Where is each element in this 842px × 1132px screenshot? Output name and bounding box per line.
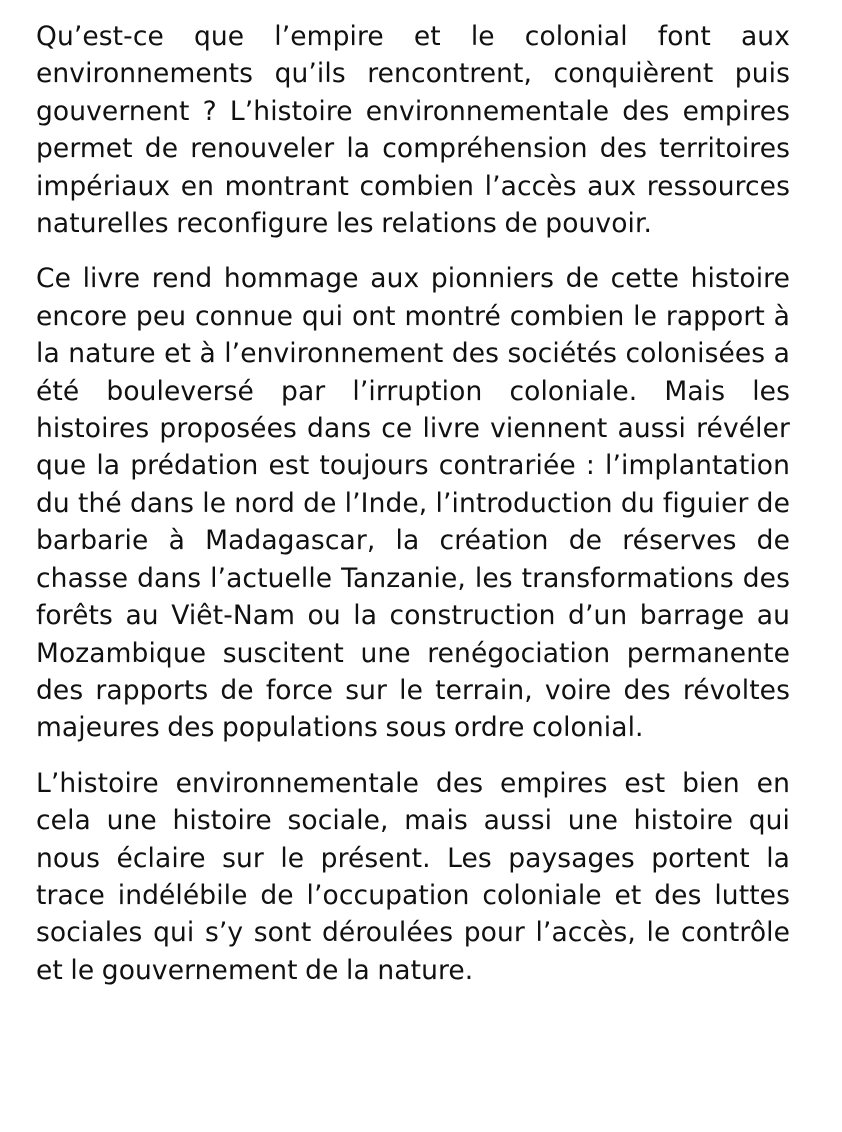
paragraph-intro: Qu’est-ce que l’empire et le colonial font aux environnements qu’ils rencontrent, conquièrent puis gouvernent ? L’histoire environnementale des empires permet de renouveler la compréhension des territoires impériaux en montrant combien l’accès aux ressources naturelles reconfigure les relations de pouvoir. [36,21,790,240]
document-page [36,18,790,989]
paragraph-conclusion: L’histoire environnementale des empires est bien en cela une histoire sociale, mais aussi une histoire qui nous éclaire sur le présent. Les paysages portent la trace indélébile de l’occupation coloniale et des luttes sociales qui s’y sont déroulées pour l’accès, le contrôle et le gouvernement de la nature. [36,767,790,986]
paragraph-pioneers: Ce livre rend hommage aux pionniers de cette histoire encore peu connue qui ont montré combien le rapport à la nature et à l’environnement des sociétés colonisées a été bouleversé par l’irruption coloniale. Mais les histoires proposées dans ce livre viennent aussi révéler que la prédation est toujours contrariée : l’implantation du thé dans le nord de l’Inde, l’introduction du figuier de barbarie à Madagascar, la création de réserves de chasse dans l’actuelle Tanzanie, les transformations des forêts au Viêt-Nam ou la construction d’un barrage au Mozambique suscitent une renégociation permanente des rapports de force sur le terrain, voire des révoltes majeures des populations sous ordre colonial. [36,263,790,744]
